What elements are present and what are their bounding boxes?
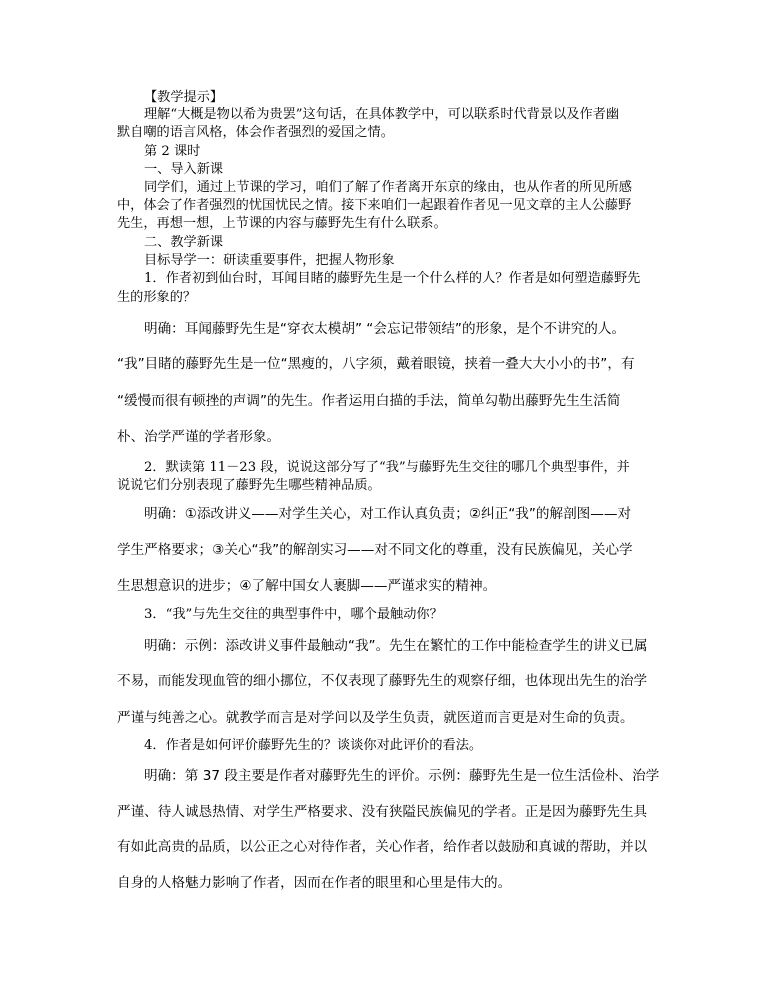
goal-heading: 目标导学一：研读重要事件，把握人物形象	[144, 253, 395, 268]
answer-3-line: 严谨与纯善之心。就教学而言是对学问以及学生负责，就医道而言更是对生命的负责。	[117, 710, 634, 726]
answer-2-line: 生思想意识的进步；④了解中国女人裹脚——严谨求实的精神。	[117, 578, 497, 594]
section-heading-new: 二、教学新课	[144, 235, 224, 250]
answer-1-line: 明确：耳闻藤野先生是“穿衣太模胡” “会忘记带领结”的形象，是个不讲究的人。	[144, 321, 626, 337]
answer-4-line: 自身的人格魅力影响了作者，因而在作者的眼里和心里是伟大的。	[117, 875, 512, 891]
answer-1-line: 朴、治学严谨的学者形象。	[117, 429, 281, 445]
answer-4-line: 严谨、待人诚恳热情、对学生严格要求、没有狭隘民族偏见的学者。正是因为藤野先生具	[117, 804, 648, 820]
answer-1-line: “我”目睹的藤野先生是一位“黑瘦的，八字须，戴着眼镜，挟着一叠大大小小的书”，有	[117, 356, 635, 372]
answer-3-line: 明确：示例：添改讲义事件最触动“我”。先生在繁忙的工作中能检查学生的讲义已属	[144, 638, 648, 654]
question-2-line: 说说它们分别表现了藤野先生哪些精神品质。	[117, 478, 381, 493]
question-1-line: 1．作者初到仙台时，耳闻目睹的藤野先生是一个什么样的人？作者是如何塑造藤野先	[144, 271, 641, 286]
intro-line: 先生，再想一想，上节课的内容与藤野先生有什么联系。	[117, 216, 447, 231]
answer-1-line: “缓慢而很有顿挫的声调”的先生。作者运用白描的手法，简单勾勒出藤野先生生活简	[117, 393, 621, 409]
answer-4-line: 有如此高贵的品质，以公正之心对待作者，关心作者，给作者以鼓励和真诚的帮助，并以	[117, 839, 648, 855]
question-1-line: 生的形象的？	[117, 290, 197, 305]
lesson-title: 第 2 课时	[144, 144, 201, 159]
teaching-tip-heading: 【教学提示】	[144, 90, 224, 105]
teaching-tip-line: 默自嘲的语言风格，体会作者强烈的爱国之情。	[117, 125, 394, 140]
answer-4-line: 明确：第 37 段主要是作者对藤野先生的评价。示例：藤野先生是一位生活俭朴、治学	[144, 768, 660, 784]
answer-3-line: 不易，而能发现血管的细小挪位，不仅表现了藤野先生的观察仔细，也体现出先生的治学	[117, 673, 648, 689]
question-3-line: 3．“我”与先生交往的典型事件中，哪个最触动你？	[144, 607, 443, 622]
answer-2-line: 明确：①添改讲义——对学生关心，对工作认真负责；②纠正“我”的解剖图——对	[144, 506, 632, 522]
question-2-line: 2．默读第 11－23 段，说说这部分写了“我”与藤野先生交往的哪几个典型事件，并	[144, 460, 630, 475]
intro-line: 同学们，通过上节课的学习，咱们了解了作者离开东京的缘由，也从作者的所见所感	[144, 180, 632, 195]
section-heading-intro: 一、导入新课	[144, 162, 224, 177]
teaching-tip-line: 理解“大概是物以希为贵罢”这句话，在具体教学中，可以联系时代背景以及作者幽	[144, 107, 620, 122]
question-4-line: 4．作者是如何评价藤野先生的？谈谈你对此评价的看法。	[144, 738, 483, 753]
intro-line: 中，体会了作者强烈的忧国忧民之情。接下来咱们一起跟着作者见一见文章的主人公藤野	[117, 198, 632, 213]
answer-2-line: 学生严格要求；③关心“我”的解剖实习——对不同文化的尊重，没有民族偏见，关心学	[117, 542, 633, 558]
